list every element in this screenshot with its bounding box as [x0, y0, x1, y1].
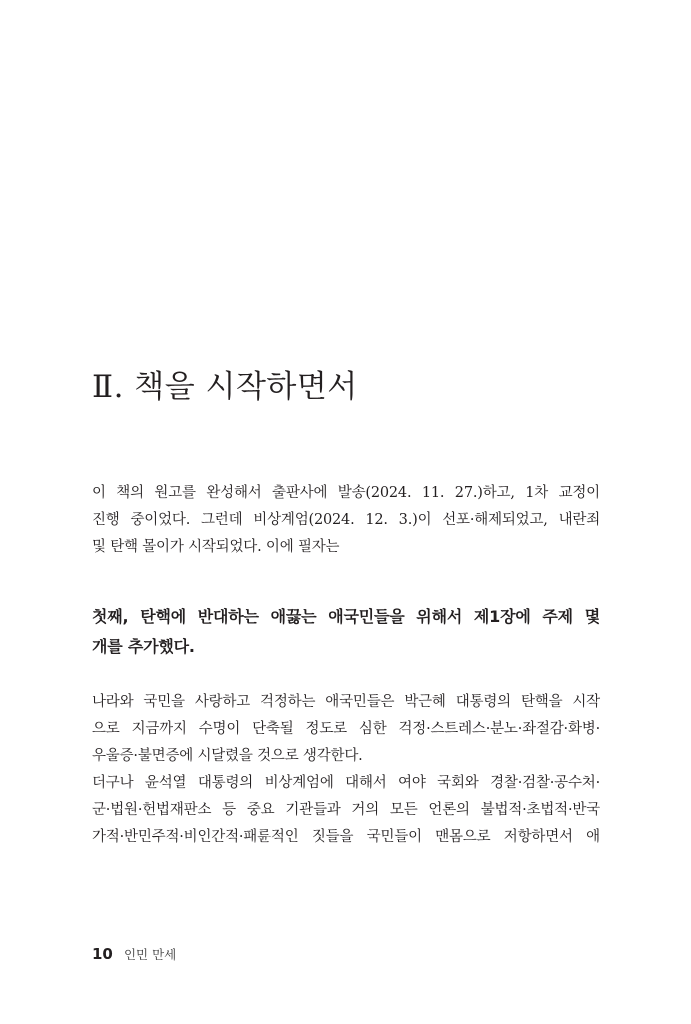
intro-line-3: 및 탄핵 몰이가 시작되었다. 이에 필자는: [92, 539, 340, 555]
body-line-2: 으로 지금까지 수명이 단축될 정도로 심한 걱정·스트레스·분노·좌절감·화병·: [92, 721, 600, 737]
page-footer: [92, 944, 176, 963]
body-paragraph: [92, 689, 600, 851]
emphasis-paragraph: [92, 602, 600, 662]
body-line-4: 더구나 윤석열 대통령의 비상계엄에 대해서 여야 국회와 경찰·검찰·공수처·: [92, 775, 600, 791]
running-title: 인민 만세: [123, 947, 177, 962]
intro-paragraph: [92, 480, 600, 561]
body-line-3: 우울증·불면증에 시달렸을 것으로 생각한다.: [92, 748, 363, 764]
chapter-title: Ⅱ. 책을 시작하면서: [92, 369, 358, 405]
body-line-5: 군·법원·헌법재판소 등 중요 기관들과 거의 모든 언론의 불법적·초법적·반국: [92, 802, 600, 818]
body-line-1: 나라와 국민을 사랑하고 걱정하는 애국민들은 박근혜 대통령의 탄핵을 시작: [92, 694, 600, 710]
emphasis-line-2: 개를 추가했다.: [92, 637, 195, 656]
page-number: 10: [92, 945, 113, 963]
body-line-6: 가적·반민주적·비인간적·패륜적인 짓들을 국민들이 맨몸으로 저항하면서 애: [92, 829, 600, 845]
intro-line-2: 진행 중이었다. 그런데 비상계엄(2024. 12. 3.)이 선포·해제되었고, 내란죄: [92, 512, 600, 528]
intro-line-1: 이 책의 원고를 완성해서 출판사에 발송(2024. 11. 27.)하고, 1차 교정이: [92, 485, 600, 501]
emphasis-line-1: 첫째, 탄핵에 반대하는 애끓는 애국민들을 위해서 제1장에 주제 몇: [92, 607, 600, 626]
